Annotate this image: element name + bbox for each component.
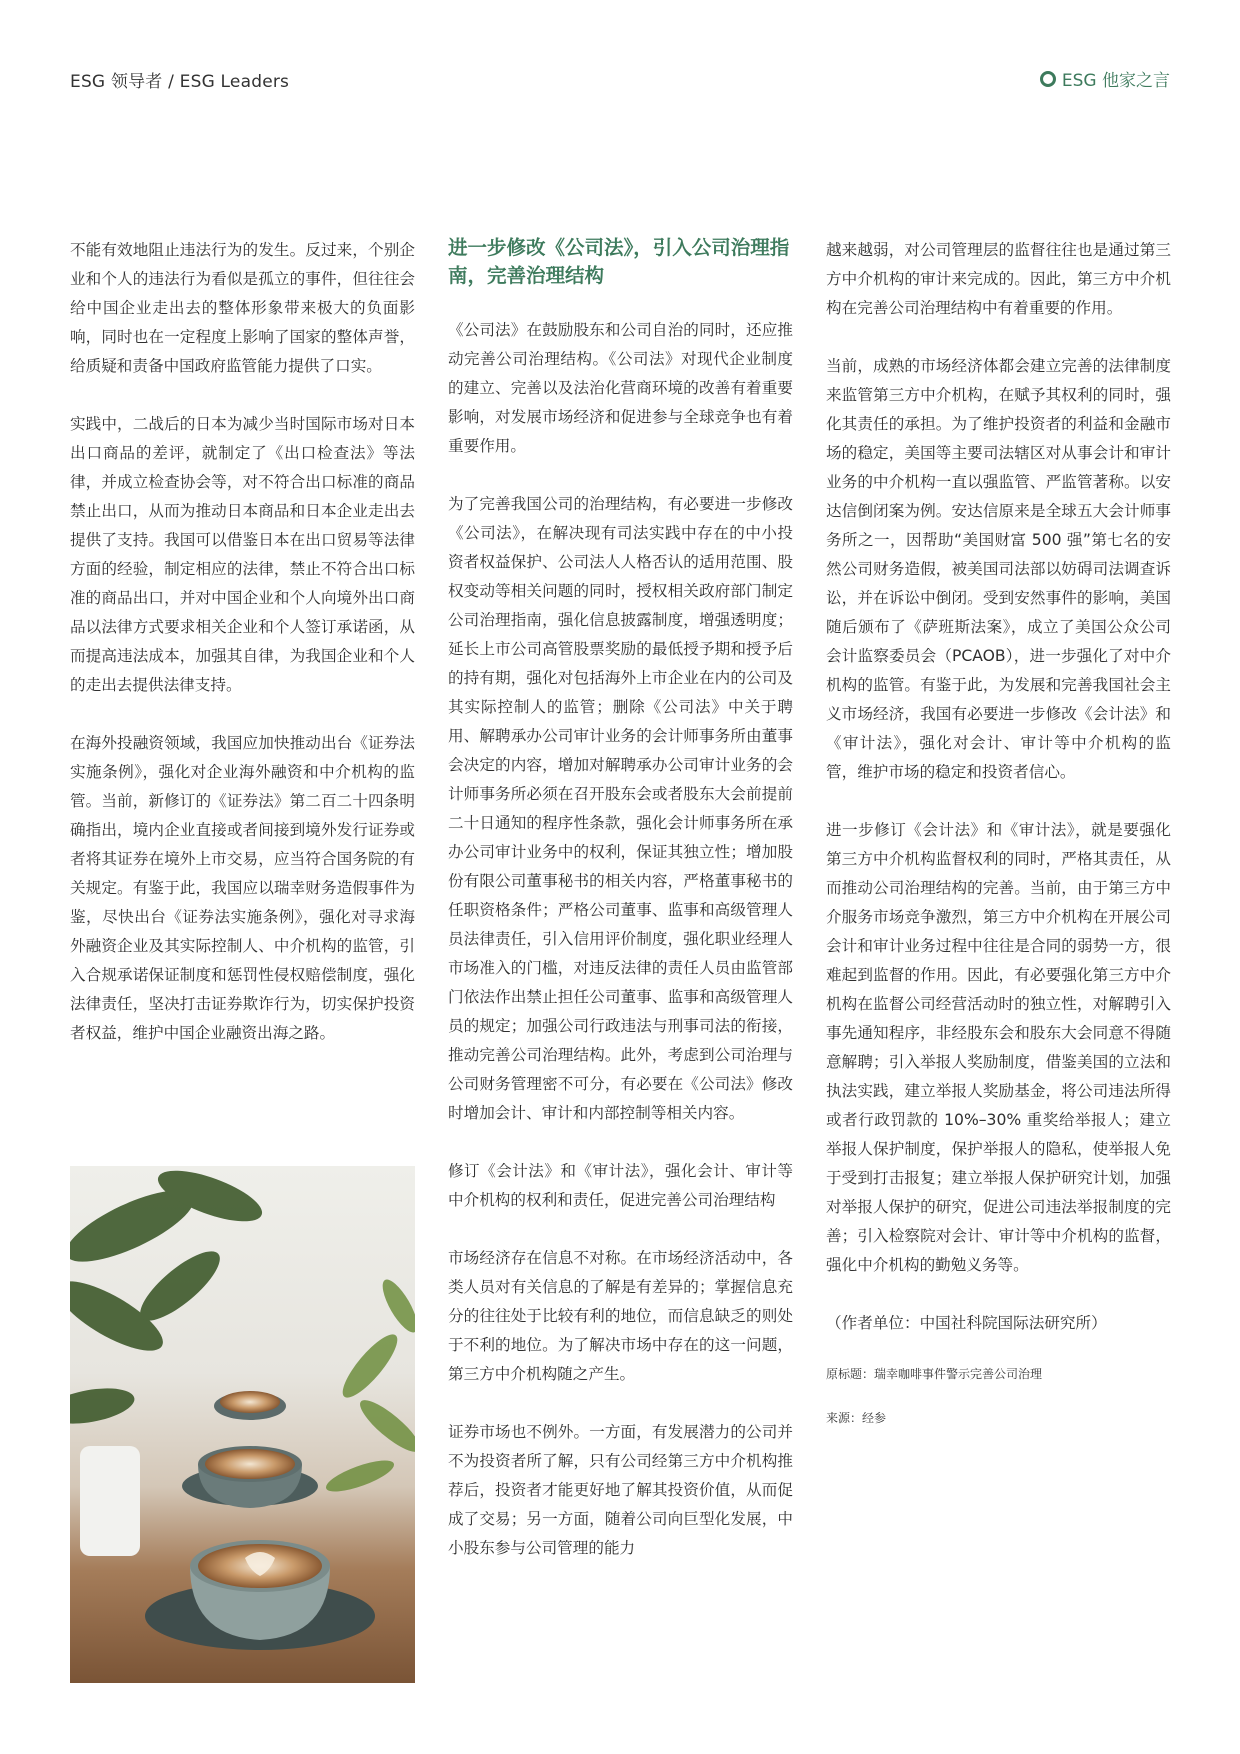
original-title-note: 原标题：瑞幸咖啡事件警示完善公司治理	[826, 1367, 1043, 1381]
coffee-cups-photo	[70, 1166, 415, 1683]
column-1	[70, 236, 415, 1077]
paragraph: 当前，成熟的市场经济体都会建立完善的法律制度来监管第三方中介机构，在赋予其权利的同时，强化其责任的承担。为了维护投资者的利益和金融市场的稳定，美国等主要司法辖区对从事会计和审计业务的中介机构一直以强监管、严监管著称。以安达信倒闭案为例。安达信原来是全球五大会计师事务所之一，因帮助“美国财富 500 强”第七名的安然公司财务造假，被美国司法部以妨碍司法调查诉讼，并在诉讼中倒闭。受到安然事件的影响，美国随后颁布了《萨班斯法案》，成立了美国公众公司会计监察委员会（PCAOB），进一步强化了对中介机构的监管。有鉴于此，为发展和完善我国社会主义市场经济，我国有必要进一步修改《会计法》和《审计法》，强化对会计、审计等中介机构的监管，维护市场的稳定和投资者信心。	[826, 357, 1171, 781]
subheading: 修订《会计法》和《审计法》，强化会计、审计等中介机构的权利和责任，促进完善公司治理结构	[448, 1162, 793, 1209]
paragraph: 进一步修订《会计法》和《审计法》，就是要强化第三方中介机构监督权利的同时，严格其责任，从而推动公司治理结构的完善。当前，由于第三方中介服务市场竞争激烈，第三方中介机构在开展公司会计和审计业务过程中往往是合同的弱势一方，很难起到监督的作用。因此，有必要强化第三方中介机构在监督公司经营活动时的独立性，对解聘引入事先通知程序，非经股东会和股东大会同意不得随意解聘；引入举报人奖励制度，借鉴美国的立法和执法实践，建立举报人奖励基金，将公司违法所得或者行政罚款的 10%–30% 重奖给举报人；建立举报人保护制度，保护举报人的隐私，使举报人免于受到打击报复；建立举报人保护研究计划，加强对举报人保护的研究，促进公司违法举报制度的完善；引入检察院对会计、审计等中介机构的监督，强化中介机构的勤勉义务等。	[826, 821, 1171, 1274]
paragraph: 为了完善我国公司的治理结构，有必要进一步修改《公司法》，在解决现有司法实践中存在的中小投资者权益保护、公司法人人格否认的适用范围、股权变动等相关问题的同时，授权相关政府部门制定公司治理指南，强化信息披露制度，增强透明度；延长上市公司高管股票奖励的最低授予期和授予后的持有期，强化对包括海外上市企业在内的公司及其实际控制人的监管；删除《公司法》中关于聘用、解聘承办公司审计业务的会计师事务所由董事会决定的内容，增加对解聘承办公司审计业务的会计师事务所必须在召开股东会或者股东大会前提前二十日通知的程序性条款，强化会计师事务所在承办公司审计业务中的权利，保证其独立性；增加股份有限公司董事秘书的相关内容，严格董事秘书的任职资格条件；严格公司董事、监事和高级管理人员法律责任，引入信用评价制度，强化职业经理人市场准入的门槛，对违反法律的责任人员由监管部门依法作出禁止担任公司董事、监事和高级管理人员的规定；加强公司行政违法与刑事司法的衔接，推动完善公司治理结构。此外，考虑到公司治理与公司财务管理密不可分，有必要在《公司法》修改时增加会计、审计和内部控制等相关内容。	[448, 495, 793, 1122]
section-heading: 进一步修改《公司法》，引入公司治理指南，完善治理结构	[448, 236, 790, 287]
circle-icon	[1040, 71, 1056, 87]
running-header-right	[1040, 66, 1170, 91]
paragraph: 不能有效地阻止违法行为的发生。反过来，个别企业和个人的违法行为看似是孤立的事件，但往往会给中国企业走出去的整体形象带来极大的负面影响，同时也在一定程度上影响了国家的整体声誉，给质疑和责备中国政府监管能力提供了口实。	[70, 241, 415, 375]
paragraph: 《公司法》在鼓励股东和公司自治的同时，还应推动完善公司治理结构。《公司法》对现代企业制度的建立、完善以及法治化营商环境的改善有着重要影响，对发展市场经济和促进参与全球竞争也有着重要作用。	[448, 321, 793, 455]
column-2	[448, 234, 793, 1592]
running-header-left: ESG 领导者 / ESG Leaders	[70, 72, 290, 92]
author-affiliation: （作者单位：中国社科院国际法研究所）	[826, 1314, 1107, 1332]
paragraph: 越来越弱，对公司管理层的监督往往也是通过第三方中介机构的审计来完成的。因此，第三方中介机构在完善公司治理结构中有着重要的作用。	[826, 241, 1171, 317]
paragraph: 证券市场也不例外。一方面，有发展潜力的公司并不为投资者所了解，只有公司经第三方中介机构推荐后，投资者才能更好地了解其投资价值，从而促成了交易；另一方面，随着公司向巨型化发展，中小股东参与公司管理的能力	[448, 1423, 793, 1557]
paragraph: 实践中，二战后的日本为减少当时国际市场对日本出口商品的差评，就制定了《出口检查法》等法律，并成立检查协会等，对不符合出口标准的商品禁止出口，从而为推动日本商品和日本企业走出去提供了支持。我国可以借鉴日本在出口贸易等法律方面的经验，制定相应的法律，禁止不符合出口标准的商品出口，并对中国企业和个人向境外出口商品以法律方式要求相关企业和个人签订承诺函，从而提高违法成本，加强其自律，为我国企业和个人的走出去提供法律支持。	[70, 415, 415, 694]
paragraph: 市场经济存在信息不对称。在市场经济活动中，各类人员对有关信息的了解是有差异的；掌握信息充分的往往处于比较有利的地位，而信息缺乏的则处于不利的地位。为了解决市场中存在的这一问题，第三方中介机构随之产生。	[448, 1249, 793, 1383]
column-3	[826, 236, 1171, 1455]
paragraph: 在海外投融资领域，我国应加快推动出台《证券法实施条例》，强化对企业海外融资和中介机构的监管。当前，新修订的《证券法》第二百二十四条明确指出，境内企业直接或者间接到境外发行证券或者将其证券在境外上市交易，应当符合国务院的有关规定。有鉴于此，我国应以瑞幸财务造假事件为鉴，尽快出台《证券法实施条例》，强化对寻求海外融资企业及其实际控制人、中介机构的监管，引入合规承诺保证制度和惩罚性侵权赔偿制度，强化法律责任，坚决打击证券欺诈行为，切实保护投资者权益，维护中国企业融资出海之路。	[70, 734, 415, 1042]
section-title: ESG 他家之言	[1061, 71, 1170, 91]
source-note: 来源：经参	[826, 1411, 887, 1425]
